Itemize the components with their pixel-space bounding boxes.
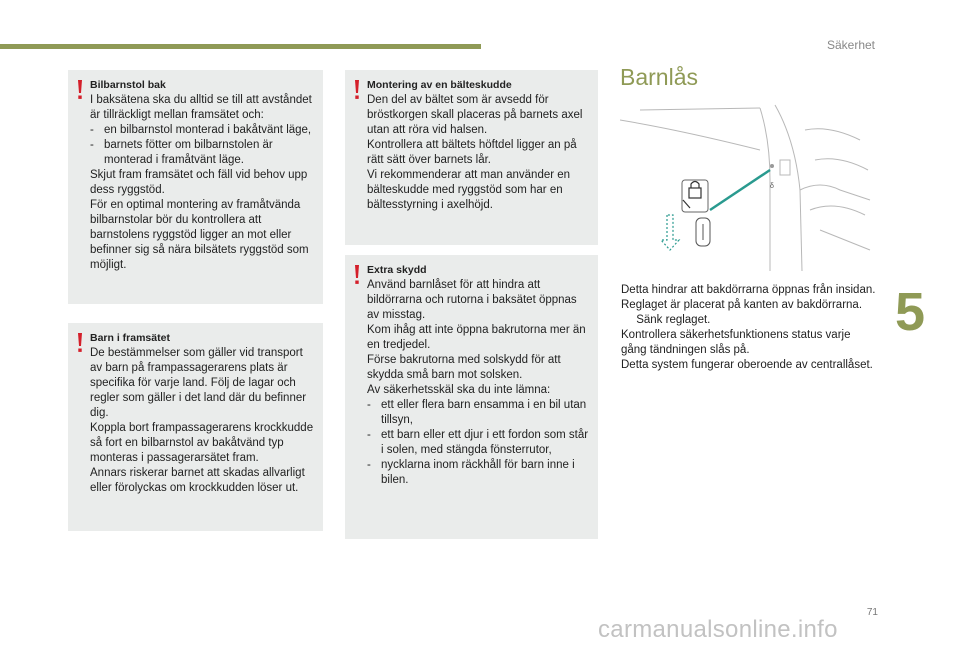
- warning-box-belteskudde: [345, 70, 598, 245]
- list-item: - nycklarna inom räckhåll för barn inne i bilen.: [367, 458, 592, 488]
- header-accent-bar: [0, 44, 481, 49]
- body-paragraph: Detta hindrar att bakdörrarna öppnas från insidan.: [621, 284, 876, 296]
- child-lock-illustration: [620, 100, 871, 271]
- list-item: - ett eller flera barn ensamma i en bil utan tillsyn,: [367, 398, 592, 428]
- list-item: - barnets fötter om bilbarnstolen är monterad i framåtvänt läge.: [90, 138, 317, 168]
- warning-icon: [75, 332, 85, 354]
- body-paragraph: Kontrollera säkerhetsfunktionens status varje gång tändningen slås på.: [621, 329, 851, 356]
- box-text: I baksätena ska du alltid se till att avståndet är tillräckligt mellan framsätet och:: [90, 94, 312, 121]
- box-text: Kom ihåg att inte öppna bakrutorna mer än en tredjedel.: [367, 324, 586, 351]
- box-text: För en optimal montering av framåtvända bilbarnstolar bör du kontrollera att barnstolens ryggstöd ligger an mot eller befinner sig så nära bilsätets ryggstöd som möjligt.: [90, 199, 309, 271]
- warning-icon: [75, 79, 85, 101]
- watermark: carmanualsonline.info: [598, 616, 838, 643]
- box-text: Kontrollera att bältets höftdel ligger an på rätt sätt över barnets lår.: [367, 139, 577, 166]
- list-item: - ett barn eller ett djur i ett fordon som står i solen, med stängda fönsterrutor,: [367, 428, 592, 458]
- box-heading: Barn i framsätet: [90, 332, 170, 344]
- box-text: De bestämmelser som gäller vid transport av barn på frampassagerarens plats är specifika för varje land. Följ de lagar och regler som gäller i det land där du befinner dig.: [90, 347, 307, 419]
- step-line: [621, 313, 876, 328]
- step-text: Sänk reglaget.: [636, 314, 711, 326]
- warning-box-framsatet: [68, 323, 323, 531]
- box-text: Av säkerhetsskäl ska du inte lämna:: [367, 384, 551, 396]
- list-item: - en bilbarnstol monterad i bakåtvänt läge,: [90, 123, 317, 138]
- section-label: Säkerhet: [826, 38, 875, 52]
- svg-text:δ: δ: [770, 183, 774, 190]
- page-title: Barnlås: [620, 64, 698, 90]
- chapter-number: 5: [895, 282, 926, 342]
- warning-box-extra-skydd: [345, 255, 598, 539]
- box-text: Den del av bältet som är avsedd för bröstkorgen skall placeras på barnets axel utan att röra vid halsen.: [367, 94, 583, 136]
- box-text: Skjut fram framsätet och fäll vid behov upp dess ryggstöd.: [90, 169, 308, 196]
- box-text: Koppla bort frampassagerarens krockkudde så fort en bilbarnstol av bakåtvänd typ monteras i passagerarsätet fram.: [90, 422, 314, 464]
- box-text: Vi rekommenderar att man använder en bälteskudde med ryggstöd som har en bältesstyrning i axelhöjd.: [367, 169, 571, 211]
- body-paragraph: Detta system fungerar oberoende av centrallåset.: [621, 359, 873, 371]
- box-heading: Bilbarnstol bak: [90, 79, 166, 91]
- warning-box-bilbarnstol: [68, 70, 323, 304]
- box-heading: Extra skydd: [367, 264, 427, 276]
- box-text: Förse bakrutorna med solskydd för att skydda små barn mot solsken.: [367, 354, 561, 381]
- body-paragraph: Reglaget är placerat på kanten av bakdörrarna.: [621, 299, 863, 311]
- child-lock-description: [621, 283, 876, 373]
- box-text: Annars riskerar barnet att skadas allvarligt eller förolyckas om krockkudden löser ut.: [90, 467, 305, 494]
- warning-icon: [352, 79, 362, 101]
- page-number: 71: [866, 607, 878, 618]
- box-heading: Montering av en bälteskudde: [367, 79, 512, 91]
- warning-icon: [352, 264, 362, 286]
- box-text: Använd barnlåset för att hindra att bildörrarna och rutorna i baksätet öppnas av misstag.: [367, 279, 577, 321]
